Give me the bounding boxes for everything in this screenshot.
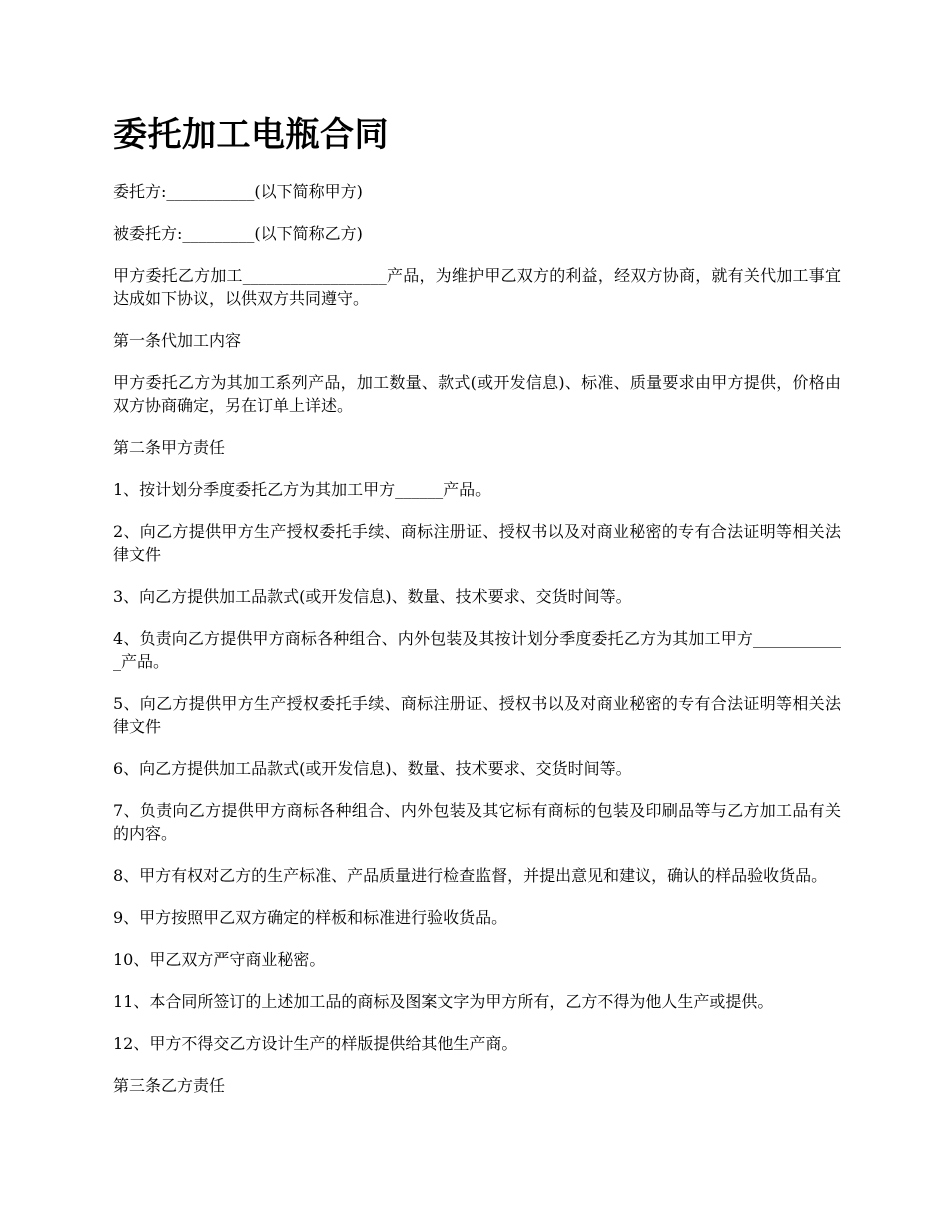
article-2-item-10: 10、甲乙双方严守商业秘密。 bbox=[113, 950, 326, 969]
article-2-item-5: 5、向乙方提供甲方生产授权委托手续、商标注册证、授权书以及对商业秘密的专有合法证明等相关法律文件 bbox=[113, 694, 841, 736]
article-1-content: 甲方委托乙方为其加工系列产品，加工数量、款式(或开发信息)、标准、质量要求由甲方提供，价格由双方协商确定，另在订单上详述。 bbox=[113, 373, 841, 415]
article-3-heading: 第三条乙方责任 bbox=[113, 1076, 226, 1095]
article-2-item-4: 4、负责向乙方提供甲方商标各种组合、内外包装及其按计划分季度委托乙方为其加工甲方____________产品。 bbox=[113, 629, 841, 671]
article-2-item-12: 12、甲方不得交乙方设计生产的样版提供给其他生产商。 bbox=[113, 1034, 518, 1053]
preamble-paragraph: 甲方委托乙方加工__________________产品，为维护甲乙双方的利益，经双方协商，就有关代加工事宜达成如下协议，以供双方共同遵守。 bbox=[113, 266, 841, 308]
article-2-item-9: 9、甲方按照甲乙双方确定的样板和标准进行验收货品。 bbox=[113, 908, 508, 927]
document-page bbox=[113, 112, 841, 1116]
article-2-item-7: 7、负责向乙方提供甲方商标各种组合、内外包装及其它标有商标的包装及印刷品等与乙方加工品有关的内容。 bbox=[113, 801, 841, 843]
article-2-item-6: 6、向乙方提供加工品款式(或开发信息)、数量、技术要求、交货时间等。 bbox=[113, 759, 632, 778]
article-2-item-3: 3、向乙方提供加工品款式(或开发信息)、数量、技术要求、交货时间等。 bbox=[113, 587, 632, 606]
document-title: 委托加工电瓶合同 bbox=[113, 115, 389, 155]
article-2-item-1: 1、按计划分季度委托乙方为其加工甲方______产品。 bbox=[113, 480, 492, 499]
article-2-item-11: 11、本合同所签订的上述加工品的商标及图案文字为甲方所有，乙方不得为他人生产或提供。 bbox=[113, 992, 774, 1011]
article-1-heading: 第一条代加工内容 bbox=[113, 331, 242, 350]
article-2-heading: 第二条甲方责任 bbox=[113, 438, 226, 457]
article-2-item-2: 2、向乙方提供甲方生产授权委托手续、商标注册证、授权书以及对商业秘密的专有合法证明等相关法律文件 bbox=[113, 522, 841, 564]
party-a-line: 委托方:___________(以下简称甲方) bbox=[113, 182, 363, 201]
article-2-item-8: 8、甲方有权对乙方的生产标准、产品质量进行检查监督，并提出意见和建议，确认的样品验收货品。 bbox=[113, 866, 828, 885]
party-b-line: 被委托方:_________(以下简称乙方) bbox=[113, 224, 363, 243]
